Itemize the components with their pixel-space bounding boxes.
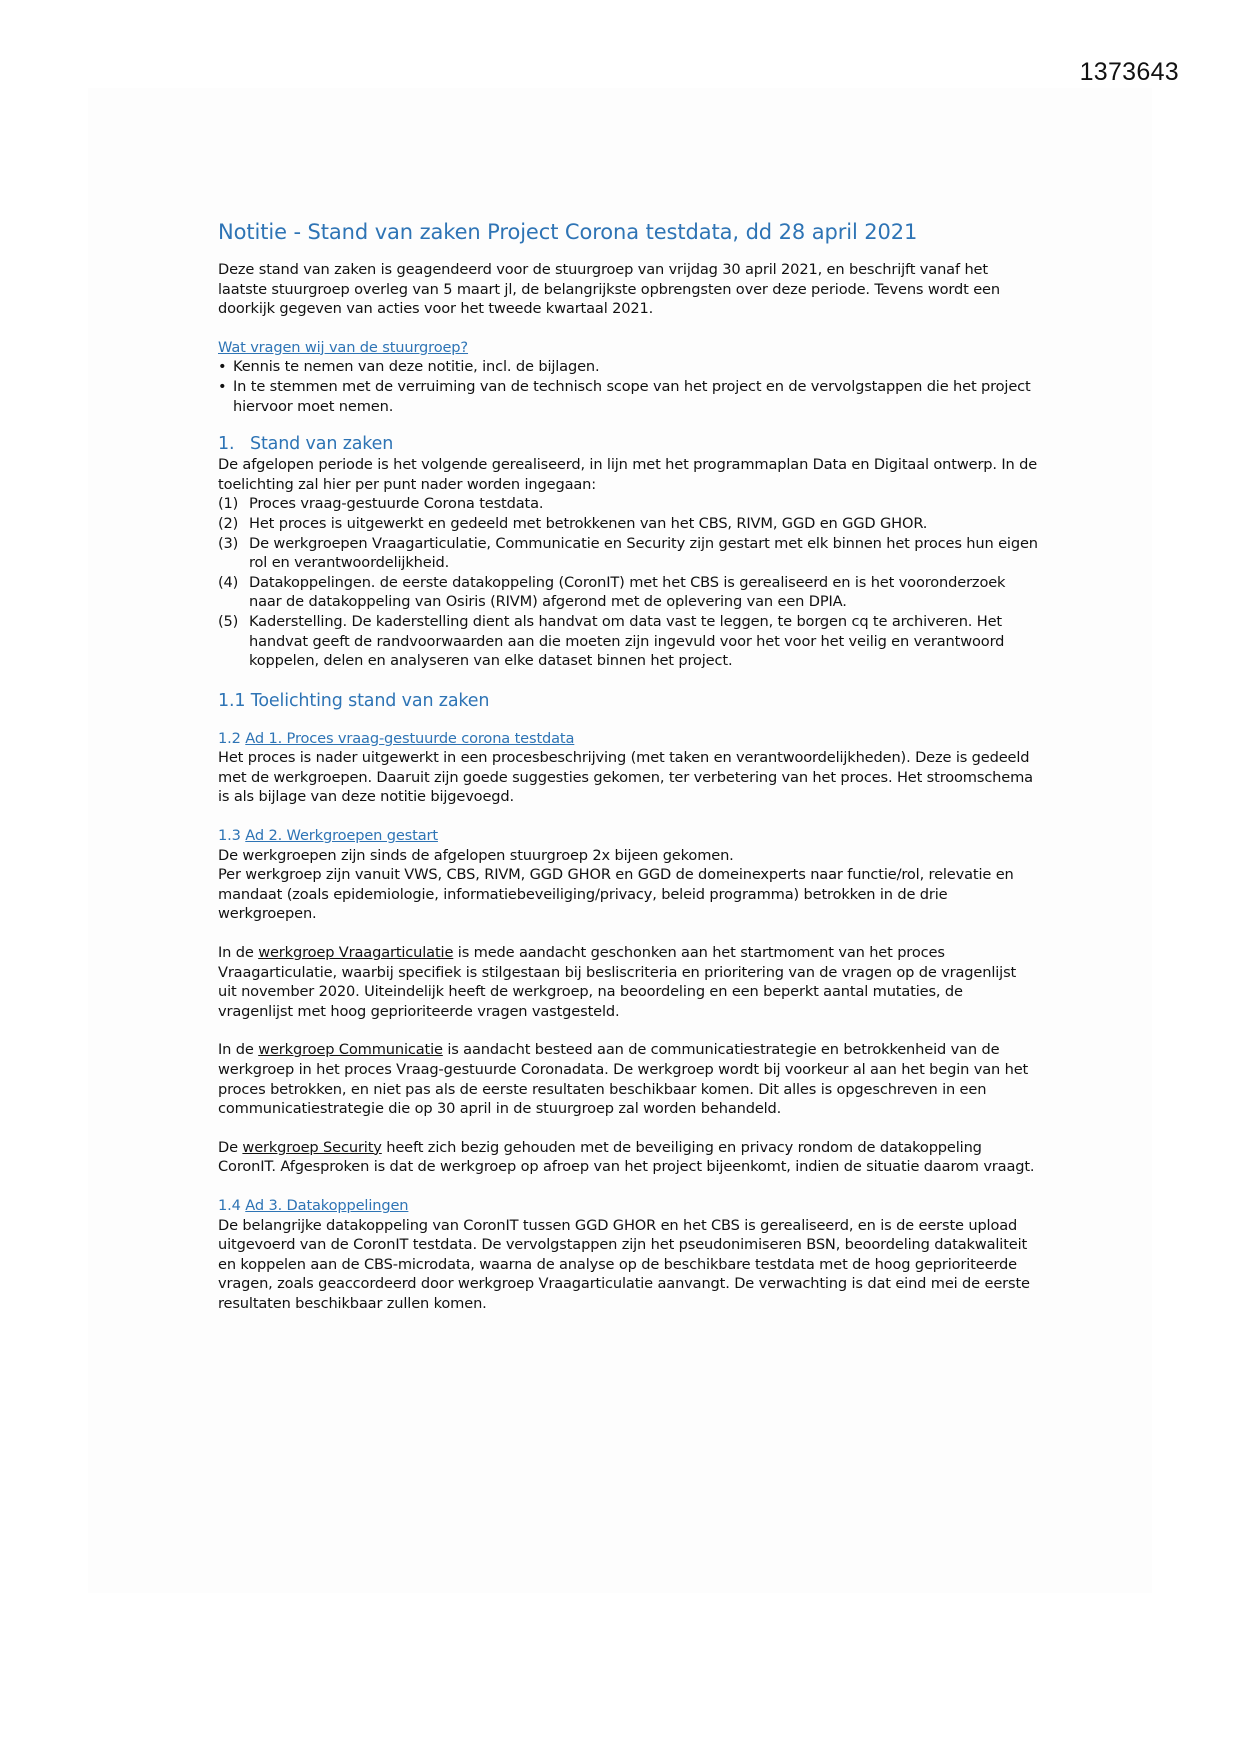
section-1 xyxy=(218,433,1038,671)
section-1-4-heading-link[interactable]: Ad 3. Datakoppelingen xyxy=(245,1196,409,1214)
bullet-icon: • xyxy=(218,377,227,395)
item-number: (2) xyxy=(218,514,239,532)
bullet-item xyxy=(218,357,1038,377)
section-1-4 xyxy=(218,1196,1038,1314)
section-1-3-body-line2: Per werkgroep zijn vanuit VWS, CBS, RIVM, GGD GHOR en GGD de domeinexperts naar functie/rol, relevatie en mandaat (zoals epidemiologie, informatiebeveiliging/privacy, beleid programma) betrokken in de drie werkgroepen. xyxy=(218,866,1014,923)
paragraph-rest: is aandacht besteed aan de communicatiestrategie en betrokkenheid van de werkgroep in het proces Vraag-gestuurde Coronadata. De werkgroep wordt bij voorkeur al aan het begin van het proces betrokken, en niet pas als de eerste resultaten beschikbaar komen. Dit alles is opgeschreven in een communicatiestrategie die op 30 april in de stuurgroep zal worden behandeld. xyxy=(218,1041,1029,1118)
section-1-3-heading xyxy=(218,826,1038,846)
section-1-2-number: 1.2 xyxy=(218,729,241,747)
item-text: Het proces is uitgewerkt en gedeeld met betrokkenen van het CBS, RIVM, GGD en GGD GHOR. xyxy=(249,514,928,532)
numbered-item xyxy=(218,534,1038,573)
section-1-2-heading-link[interactable]: Ad 1. Proces vraag-gestuurde corona testdata xyxy=(245,729,575,747)
section-1-2-heading xyxy=(218,729,1038,749)
numbered-item xyxy=(218,494,1038,514)
paragraph-rest: heeft zich bezig gehouden met de beveiliging en privacy rondom de datakoppeling CoronIT. Afgesproken is dat de werkgroep op afroep van het project bijeenkomt, indien de situatie daarom vraagt. xyxy=(218,1138,1035,1176)
item-text: De werkgroepen Vraagarticulatie, Communicatie en Security zijn gestart met elk binnen het proces hun eigen rol en verantwoordelijkheid. xyxy=(249,534,1038,572)
section-1-3 xyxy=(218,826,1038,1177)
section-1-1-heading: 1.1 Toelichting stand van zaken xyxy=(218,690,490,711)
section-1-number: 1. xyxy=(218,434,235,455)
section-1-title: Stand van zaken xyxy=(250,434,394,455)
document-title: Notitie - Stand van zaken Project Corona testdata, dd 28 april 2021 xyxy=(218,220,918,244)
section-1-4-heading xyxy=(218,1196,1038,1216)
werkgroep-security-link[interactable]: werkgroep Security xyxy=(242,1138,382,1156)
section-1-list xyxy=(218,494,1038,670)
request-bullets xyxy=(218,357,1038,416)
paragraph-prefix: In de xyxy=(218,944,259,962)
item-number: (3) xyxy=(218,534,239,552)
request-heading-link[interactable]: Wat vragen wij van de stuurgroep? xyxy=(218,338,469,356)
paragraph-prefix: In de xyxy=(218,1041,259,1059)
item-number: (5) xyxy=(218,612,239,630)
werkgroep-security-paragraph xyxy=(218,1138,1038,1177)
section-1-2-body: Het proces is nader uitgewerkt in een procesbeschrijving (met taken en verantwoordelijkheden). Deze is gedeeld met de werkgroepen. Daaruit zijn goede suggesties gekomen, ter verbetering van het proces. Het stroomschema is als bijlage van deze notitie bijgevoegd. xyxy=(218,749,1033,806)
bullet-text: In te stemmen met de verruiming van de technisch scope van het project en de vervolgstappen die het project hiervoor moet nemen. xyxy=(233,377,1031,415)
intro-paragraph: Deze stand van zaken is geagendeerd voor de stuurgroep van vrijdag 30 april 2021, en beschrijft vanaf het laatste stuurgroep overleg van 5 maart jl, de belangrijkste opbrengsten over deze periode. Tevens wordt een doorkijk gegeven van acties voor het tweede kwartaal 2021. xyxy=(218,261,1000,318)
paragraph-prefix: De xyxy=(218,1138,243,1156)
bullet-item xyxy=(218,377,1038,416)
section-1-2 xyxy=(218,729,1038,807)
item-text: Proces vraag-gestuurde Corona testdata. xyxy=(249,495,544,513)
section-1-3-body-line1: De werkgroepen zijn sinds de afgelopen stuurgroep 2x bijeen gekomen. xyxy=(218,846,734,864)
werkgroep-vraagarticulatie-link[interactable]: werkgroep Vraagarticulatie xyxy=(258,944,454,962)
numbered-item xyxy=(218,612,1038,671)
item-text: Kaderstelling. De kaderstelling dient als handvat om data vast te leggen, te borgen cq te archiveren. Het handvat geeft de randvoorwaarden aan die moeten zijn ingevuld voor het voor het veilig en verantwoord koppelen, delen en analyseren van elke dataset binnen het project. xyxy=(249,612,1005,670)
paragraph-rest: is mede aandacht geschonken aan het startmoment van het proces Vraagarticulatie, waarbij specifiek is stilgestaan bij besliscriteria en prioritering van de vragen op de vragenlijst uit november 2020. Uiteindelijk heeft de werkgroep, na beoordeling en een beperkt aantal mutaties, de vragenlijst met hoog geprioriteerde vragen vastgesteld. xyxy=(218,944,1017,1020)
section-1-4-number: 1.4 xyxy=(218,1196,241,1214)
werkgroep-communicatie-paragraph xyxy=(218,1040,1038,1118)
section-1-heading xyxy=(218,433,1038,455)
request-section xyxy=(218,338,1038,416)
section-1-4-body: De belangrijke datakoppeling van CoronIT tussen GGD GHOR en het CBS is gerealiseerd, en is de eerste upload uitgevoerd van de CoronIT testdata. De vervolgstappen zijn het pseudonimiseren BSN, beoordeling datakwaliteit en koppelen aan de CBS-microdata, waarna de analyse op de beschikbare testdata met de hoog geprioriteerde vragen, zoals geaccordeerd door werkgroep Vraagarticulatie aanvangt. De verwachting is dat eind mei de eerste resultaten beschikbaar zullen komen. xyxy=(218,1216,1030,1312)
bullet-icon: • xyxy=(218,358,227,376)
document-number: 1373643 xyxy=(1079,58,1179,86)
werkgroep-vraagarticulatie-paragraph xyxy=(218,943,1038,1021)
item-number: (1) xyxy=(218,495,239,513)
numbered-item xyxy=(218,573,1038,612)
section-1-3-heading-link[interactable]: Ad 2. Werkgroepen gestart xyxy=(245,827,438,845)
item-number: (4) xyxy=(218,573,239,591)
werkgroep-communicatie-link[interactable]: werkgroep Communicatie xyxy=(258,1041,443,1059)
bullet-text: Kennis te nemen van deze notitie, incl. de bijlagen. xyxy=(233,358,600,376)
section-1-intro: De afgelopen periode is het volgende gerealiseerd, in lijn met het programmaplan Data en Digitaal ontwerp. In de toelichting zal hier per punt nader worden ingegaan: xyxy=(218,456,1038,493)
document-body xyxy=(218,218,1038,1314)
section-1-3-number: 1.3 xyxy=(218,827,241,845)
item-text: Datakoppelingen. de eerste datakoppeling (CoronIT) met het CBS is gerealiseerd en is het vooronderzoek naar de datakoppeling van Osiris (RIVM) afgerond met de oplevering van een DPIA. xyxy=(249,573,1006,611)
numbered-item xyxy=(218,514,1038,534)
